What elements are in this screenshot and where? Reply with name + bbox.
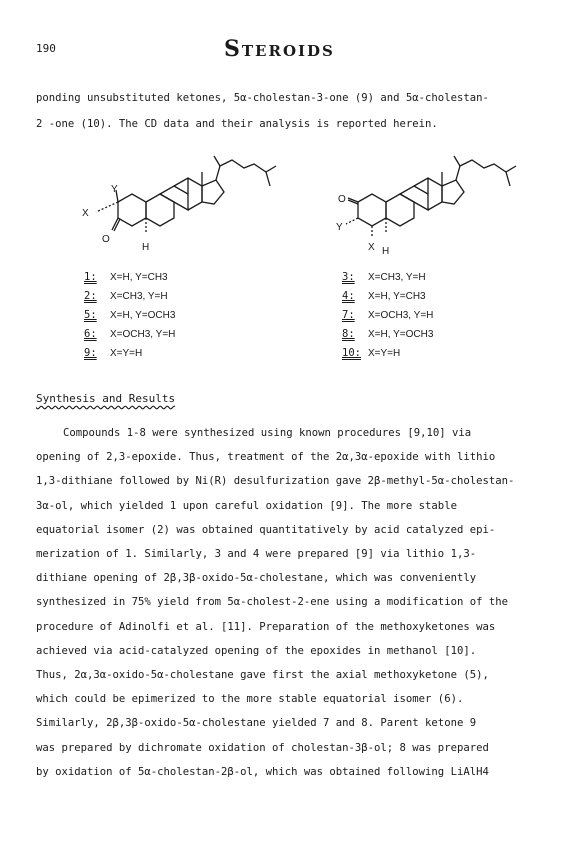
- page-number: 190: [36, 42, 56, 55]
- compound-entry: 4: X=H, Y=CH3: [342, 290, 426, 302]
- ring-b: [386, 194, 414, 226]
- compound-entry: 5: X=H, Y=OCH3: [84, 309, 176, 321]
- compound-entry: 7: X=OCH3, Y=H: [342, 309, 434, 321]
- journal-initial: S: [224, 36, 242, 62]
- compound-entry: 1: X=H, Y=CH3: [84, 271, 168, 283]
- paragraph-line: by oxidation of 5α-cholestan-2β-ol, which was obtained following LiAlH4: [36, 765, 489, 778]
- compound-entry: 9: X=Y=H: [84, 347, 143, 359]
- paragraph-line: Similarly, 2β,3β-oxido-5α-cholestane yielded 7 and 8. Parent ketone 9: [36, 717, 477, 730]
- ring-a: [118, 194, 146, 226]
- ring-d: [202, 180, 224, 204]
- paragraph-line: was prepared by dichromate oxidation of cholestan-3β-ol; 8 was prepared: [36, 741, 489, 754]
- journal-title: [224, 36, 335, 62]
- paragraph-line: dithiane opening of 2β,3β-oxido-5α-cholestane, which was conveniently: [36, 572, 477, 585]
- compound-entry: 3: X=CH3, Y=H: [342, 271, 426, 283]
- label-x: X: [368, 242, 375, 253]
- steroid-structure-left: [76, 150, 296, 270]
- paragraph-line: Thus, 2α,3α-oxido-5α-cholestane gave first the axial methoxyketone (5),: [36, 669, 489, 682]
- label-x: X: [82, 208, 89, 219]
- section-heading: Synthesis and Results: [36, 392, 176, 405]
- compound-list-left: [84, 268, 175, 363]
- paragraph-line: opening of 2,3-epoxide. Thus, treatment of the 2α,3α-epoxide with lithio: [36, 451, 496, 464]
- label-o: O: [102, 234, 110, 245]
- paragraph-line: which could be epimerized to the more stable equatorial isomer (6).: [36, 693, 464, 706]
- label-h: H: [382, 246, 390, 257]
- compound-list-right: [342, 268, 433, 363]
- compound-entry: 2: X=CH3, Y=H: [84, 290, 168, 302]
- ring-d: [442, 180, 464, 204]
- steroid-structure-right: [316, 150, 536, 270]
- compound-entry: 8: X=H, Y=OCH3: [342, 328, 434, 340]
- journal-rest: TEROIDS: [241, 42, 335, 60]
- paragraph-line: procedure of Adinolfi et al. [11]. Preparation of the methoxyketones was: [36, 620, 496, 633]
- paragraph-line: achieved via acid-catalyzed opening of the epoxides in methanol [10].: [36, 644, 477, 657]
- paragraph-line: 1,3-dithiane followed by Ni(R) desulfurization gave 2β-methyl-5α-cholestan-: [36, 475, 515, 488]
- paragraph-line: equatorial isomer (2) was obtained quantitatively by acid catalyzed epi-: [36, 523, 496, 536]
- compound-entry: 10: X=Y=H: [342, 347, 401, 359]
- paragraph-line: merization of 1. Similarly, 3 and 4 were prepared [9] via lithio 1,3-: [36, 548, 477, 561]
- ring-b: [146, 194, 174, 226]
- body-paragraph: [36, 421, 556, 784]
- paragraph-line: synthesized in 75% yield from 5α-cholest-2-ene using a modification of the: [36, 596, 508, 609]
- compound-entry: 6: X=OCH3, Y=H: [84, 328, 176, 340]
- label-h: H: [142, 242, 150, 253]
- label-y: Y: [336, 222, 343, 233]
- label-y: Y: [111, 184, 118, 195]
- label-o: O: [338, 194, 346, 205]
- paragraph-line: 3α-ol, which yielded 1 upon careful oxidation [9]. The more stable: [36, 499, 457, 512]
- intro-line-2: 2 -one (10). The CD data and their analysis is reported herein.: [36, 118, 438, 130]
- ring-a: [358, 194, 386, 226]
- intro-line-1: ponding unsubstituted ketones, 5α-cholestan-3-one (9) and 5α-cholestan-: [36, 92, 489, 104]
- paragraph-line: Compounds 1-8 were synthesized using known procedures [9,10] via: [63, 427, 472, 439]
